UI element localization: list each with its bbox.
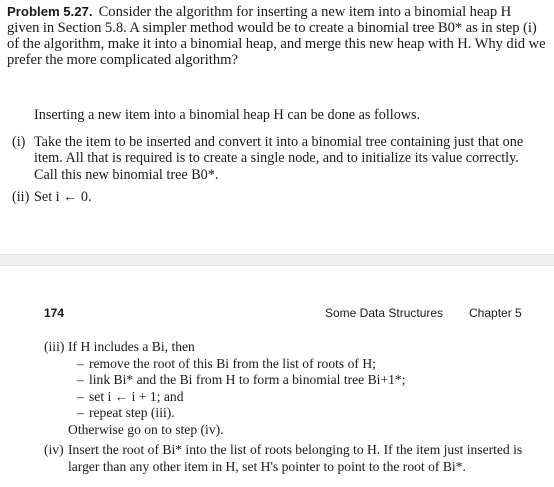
substep-item: – link Bi* and the Bi from H to form a binomial tree Bi+1*; — [77, 372, 544, 389]
problem-label: Problem 5.27. — [7, 4, 93, 19]
insertion-intro: Inserting a new item into a binomial heap H can be done as follows. — [34, 107, 421, 123]
substep-list — [68, 356, 544, 422]
step-text: Take the item to be inserted and convert it into a binomial tree containing just that one item. All that is required is to create a single node, and to initialize its value correctly. Call this new binomial tree B0*. — [34, 133, 524, 183]
insertion-algorithm — [12, 107, 542, 212]
step-number: (iv) — [44, 442, 64, 457]
step-number: (i) — [12, 133, 26, 150]
step-text: Set i ← 0. — [34, 189, 92, 205]
step-otherwise: Otherwise go on to step (iv). — [68, 421, 224, 437]
page-number: 174 — [44, 306, 65, 320]
substep-item: – remove the root of this Bi from the list of roots of H; — [77, 356, 544, 373]
step-lead: If H includes a Bi, then — [68, 339, 195, 354]
page-divider — [0, 254, 554, 266]
page-header — [0, 306, 554, 322]
step-number: (iii) — [44, 339, 65, 354]
problem-text: Consider the algorithm for inserting a new item into a binomial heap H given in Section 5.8. A simpler method would be to create a binomial tree B0* as in step (i) of the algorithm, make it into a binomial heap, and merge this new heap with H. Why did we prefer the more complicated algorithm? — [7, 4, 546, 68]
problem-statement — [7, 4, 547, 68]
substep-item: – repeat step (iii). — [77, 405, 544, 422]
step-i — [12, 134, 542, 184]
step-number: (ii) — [12, 189, 30, 205]
step-text: Insert the root of Bi* into the list of roots belonging to H. If the item just inserted is larger than any other item in H, set H's pointer to point to the root of Bi*. — [68, 442, 523, 474]
step-ii — [12, 189, 542, 206]
step-iii — [44, 339, 544, 438]
insertion-continuation — [44, 339, 544, 475]
step-iv — [44, 442, 544, 475]
running-chapter-title: Chapter 5 — [469, 306, 522, 320]
running-section-title: Some Data Structures — [325, 306, 444, 320]
substep-item: – set i ← i + 1; and — [77, 389, 544, 406]
